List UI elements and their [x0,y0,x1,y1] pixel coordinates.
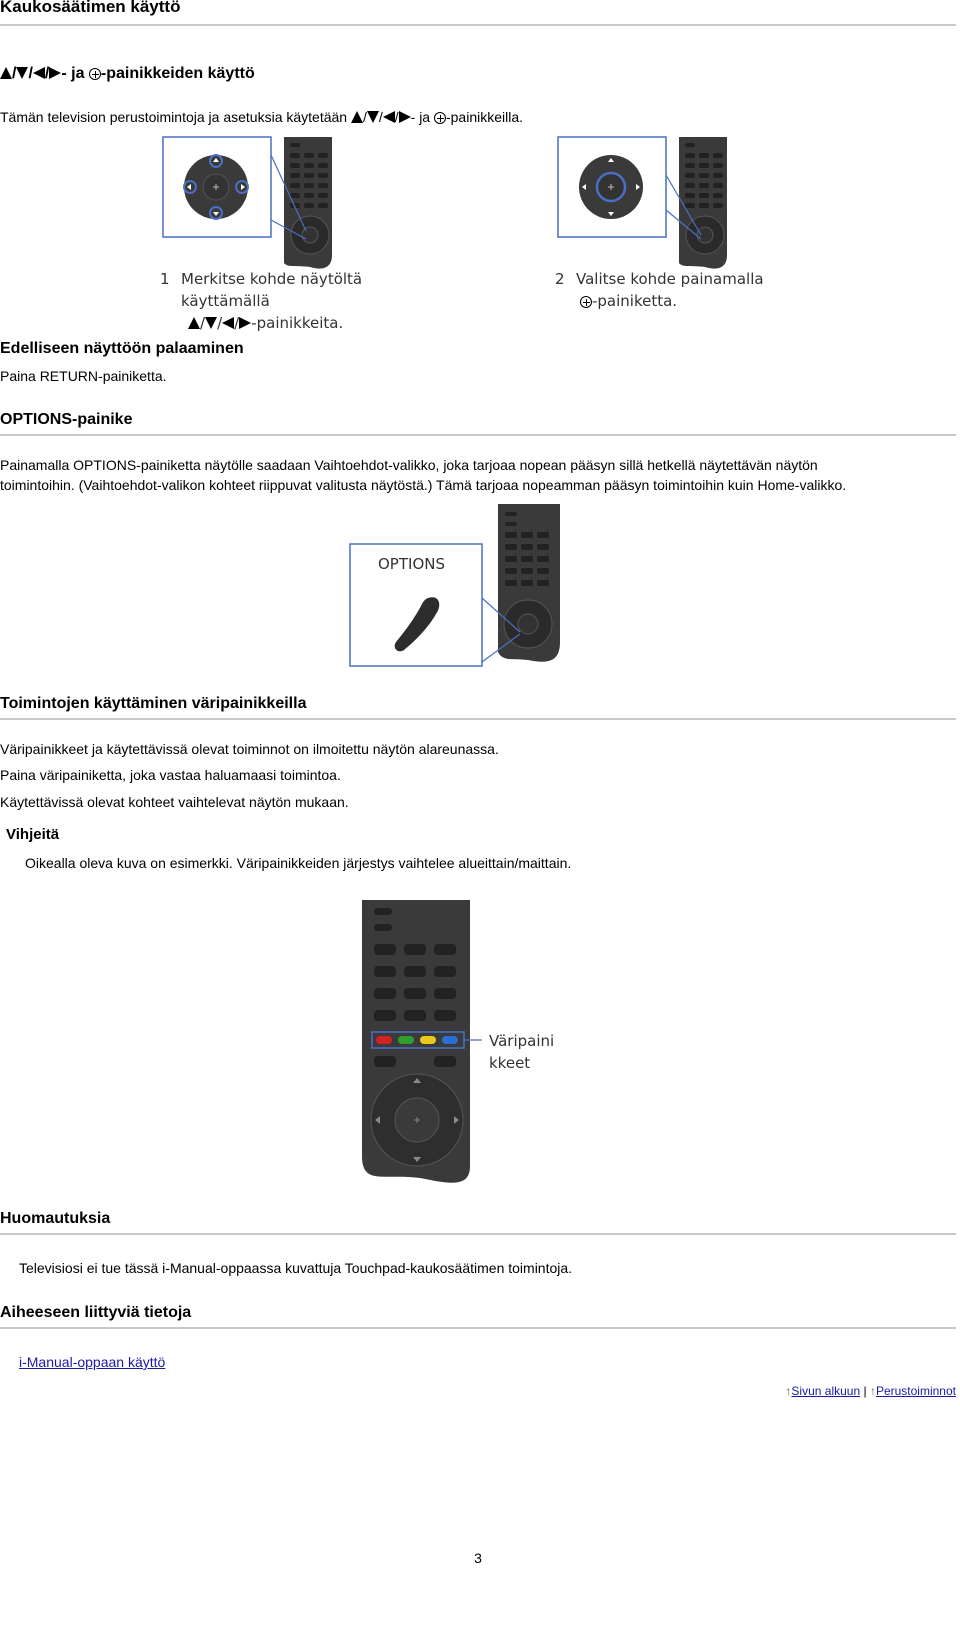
arrow-down-icon [16,67,28,79]
arrow-right-icon [49,67,61,79]
yellow-button [420,1036,436,1044]
options-rule [0,434,956,436]
enter-icon [89,68,101,80]
page-number: 3 [474,1550,482,1566]
footer-separator: | [863,1384,867,1398]
red-button [376,1036,392,1044]
step2-line2: -painiketta. [580,290,677,312]
related-rule [0,1327,956,1329]
section-color-heading: Toimintojen käyttäminen väripainikkeilla [0,695,307,712]
options-illus-label: OPTIONS [378,555,445,573]
arrow-up-icon [0,67,12,79]
arrow-down-icon [205,317,217,329]
tips-text: Oikealla oleva kuva on esimerkki. Väripainikkeiden järjestys vaihtelee alueittain/maittain. [25,855,572,871]
basics-link[interactable]: Perustoiminnot [875,1384,956,1398]
section-options-heading: OPTIONS-painike [0,411,133,428]
options-button-illustration [348,502,568,670]
color-illus-label-line1: Väripaini [489,1032,555,1050]
arrow-left-icon [222,317,234,329]
green-button [398,1036,414,1044]
footer-nav [785,1384,956,1398]
arrow-right-icon [399,111,411,123]
up-arrow-icon: ↑ [869,1384,876,1398]
section-return-text: Paina RETURN-painiketta. [0,368,167,384]
step2-number: 2 [555,270,565,288]
step1-line1: Merkitse kohde näytöltä [181,270,363,288]
top-of-page-link[interactable]: Sivun alkuun [791,1384,861,1398]
section-arrows-intro: Tämän television perustoimintoja ja asetuksia käytetään / / / - ja -painikkeilla. [0,109,524,125]
section-color-line2: Paina väripainiketta, joka vastaa haluamaasi toimintoa. [0,767,341,783]
section-arrows-heading: / / / - ja -painikkeiden käyttö [0,65,255,83]
tips-heading: Vihjeitä [6,826,60,843]
notes-rule [0,1233,956,1235]
section-color-line1: Väripainikkeet ja käytettävissä olevat toiminnot on ilmoitettu näytön alareunassa. [0,741,499,757]
arrow-left-icon [33,67,45,79]
page-title: Kaukosäätimen käyttö [0,0,181,16]
section-options-line2: toimintoihin. (Vaihtoehdot-valikon kohteet riippuvat valitusta näytöstä.) Tämä tarjoaa nopeamman pääsyn toimintoihin kuin Home-valikko. [0,477,847,493]
color-rule [0,718,956,720]
arrow-up-icon [188,317,200,329]
section-notes-heading: Huomautuksia [0,1210,111,1227]
enter-icon [434,112,446,124]
up-arrow-icon: ↑ [785,1384,792,1398]
title-rule [0,24,956,26]
color-illus-label-line2: kkeet [489,1054,531,1072]
arrow-left-icon [383,111,395,123]
enter-icon [580,296,592,308]
section-return-heading: Edelliseen näyttöön palaaminen [0,340,244,357]
section-related-heading: Aiheeseen liittyviä tietoja [0,1304,192,1321]
section-options-line1: Painamalla OPTIONS-painiketta näytölle saadaan Vaihtoehdot-valikko, joka tarjoaa nopean pääsyn sillä hetkellä näytettävän näytön [0,457,818,473]
step2-line1: Valitse kohde painamalla [576,270,764,288]
arrow-down-icon [367,111,379,123]
arrow-right-icon [239,317,251,329]
section-notes-text: Televisiosi ei tue tässä i-Manual-oppaassa kuvattuja Touchpad-kaukosäätimen toimintoja. [19,1260,573,1276]
blue-button [442,1036,458,1044]
step1-line2: käyttämällä [181,292,270,310]
arrow-up-icon [351,111,363,123]
enter-button-illustration [555,135,775,345]
related-link-imanual[interactable]: i-Manual-oppaan käyttö [19,1354,166,1370]
step1-number: 1 [160,270,170,288]
section-color-line3: Käytettävissä olevat kohteet vaihtelevat näytön mukaan. [0,794,349,810]
step1-line3: / / / -painikkeita. [188,312,343,334]
